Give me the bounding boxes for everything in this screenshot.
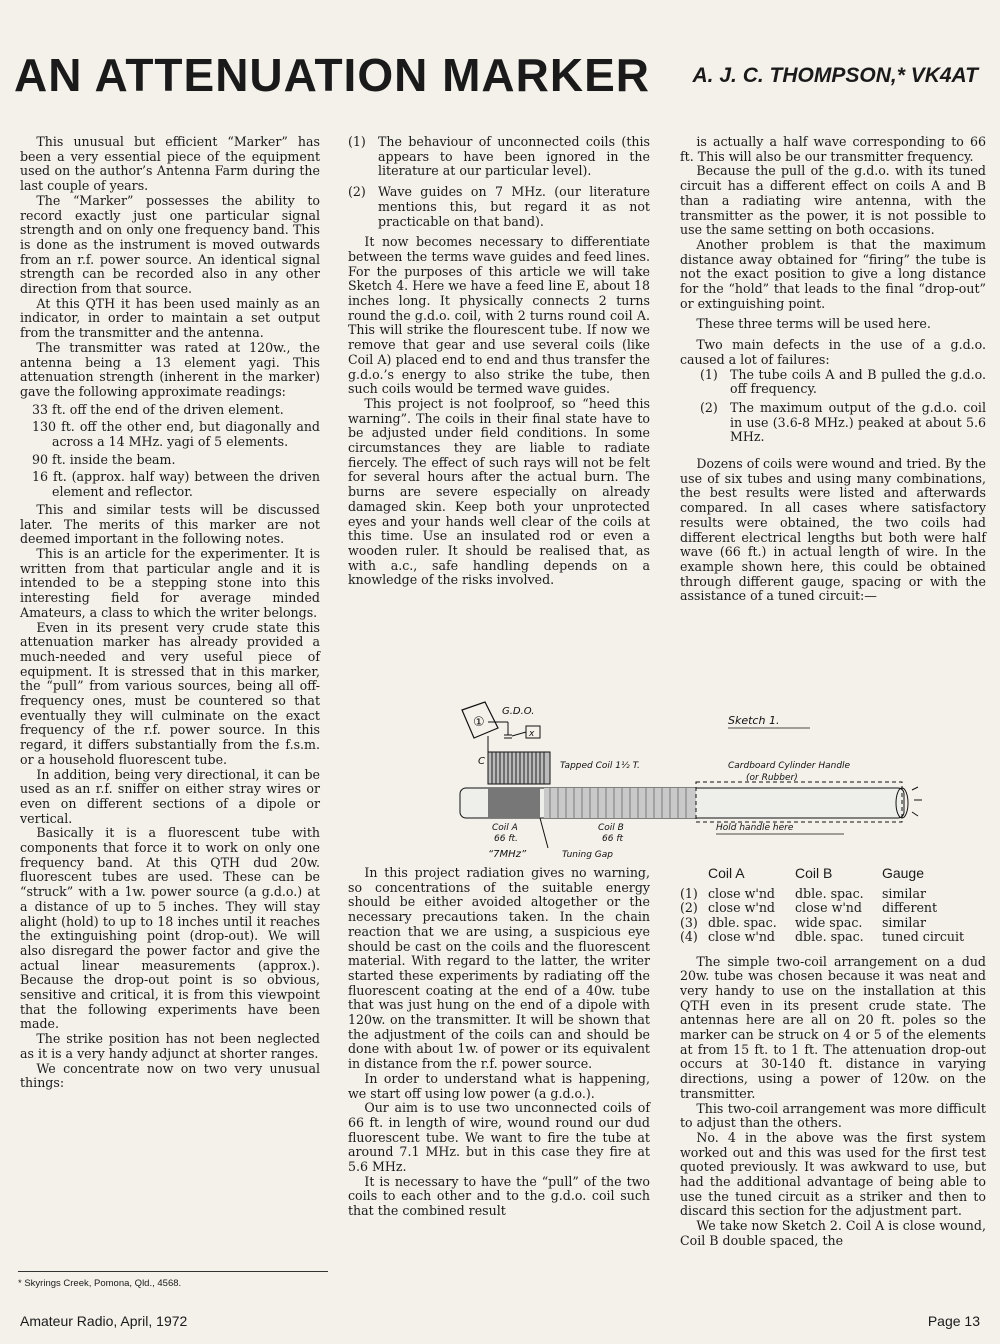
paragraph: is actually a half wave corresponding to 66 ft. This will also be our transmitter frequency. [680, 134, 986, 164]
list-item [700, 368, 986, 397]
paragraph: In this project radiation gives no warning, so concentrations of the suitable energy should be either avoided altogether or the necessary precautions taken. In the chain reaction that we are using, a suspicious eye should be cast on the coils and the fluorescent material. With regard to the latter, the writer started these experiments by radiating off the fluorescent coating at the end of a 40w. tube that was just hung on the end of a dipole with 120w. on the transmitter. It will be shown that the adjustment of the coils can and should be done with about 1w. of power or its equivalent in distance from the r.f. power source. [348, 865, 650, 1072]
paragraph: Even in its present very crude state this attenuation marker has already provided a much-needed and very useful piece of equipment. It is stressed that in this marker, the “pull” from various sources, being all off-frequency ones, must be countered so that eventually they will culminate on the exact frequency of the r.f. power source. In this regard, it differs substantially from the f.s.m. or a household fluorescent tube. [20, 619, 320, 767]
paragraph: Our aim is to use two unconnected coils of 66 ft. in length of wire, wound round our dud fluorescent tube. We want to fire the tube at around 7.1 MHz. but in this case they fire at 5.6 MHz. [348, 1100, 650, 1175]
article-author: A. J. C. THOMPSON,* VK4AT [692, 64, 978, 87]
list-text: Wave guides on 7 MHz. (our literature mentions this, but regard it as not practicable on that band). [378, 184, 650, 229]
paragraph: Dozens of coils were wound and tried. By the use of six tubes and using many combinations, the best results were listed and afterwards compared. In all cases where satisfactory results were obtained, the two coils had different electrical lengths but both were half wave (66 ft.) in actual length of wire. In the example shown here, this could be obtained through different gauge, spacing or with the assistance of a tuned circuit:— [680, 456, 986, 604]
table-cell: close w'nd [708, 885, 775, 901]
paragraph: It now becomes necessary to differentiate between the terms wave guides and feed lines. For the purposes of this article we will take Sketch 4. Here we have a feed line E, about 18 inches long. It physically connects 2 turns round the g.d.o. coil, with 2 turns round coil A. This will strike the flourescent tube. If now we remove that gear and use several coils (like Coil A) placed end to end and thus transfer the g.d.o.’s energy to also strike the tube, then such coils would be termed wave guides. [348, 234, 650, 397]
article-title: AN ATTENUATION MARKER [14, 49, 650, 101]
list-item [700, 401, 986, 445]
paragraph: In addition, being very directional, it can be used as an r.f. sniffer on either stray wires or even on different sections of a dipole or vertical. [20, 766, 320, 826]
paragraph: These three terms will be used here. [696, 316, 931, 332]
paragraph: We take now Sketch 2. Coil A is close wound, Coil B double spaced, the [680, 1218, 986, 1248]
paragraph: The “Marker” possesses the ability to record exactly just one particular signal strength and on only one frequency band. This is done as the instrument is moved outwards from an r.f. power source. An identical signal strength can be recorded also in any other direction from that source. [20, 192, 320, 297]
tapped-coil-label: Tapped Coil 1½ T. [560, 761, 640, 771]
c-label: C [478, 756, 485, 767]
paragraph: At this QTH it has been used mainly as an indicator, in order to maintain a set output from the transmitter and the antenna. [20, 295, 320, 341]
table-cell: different [881, 900, 938, 915]
list-text: The tube coils A and B pulled the g.d.o. off frequency. [730, 366, 986, 397]
reading-item: 16 ft. (approx. half way) between the driven element and reflector. [32, 469, 320, 500]
table-cell: close w'nd [708, 900, 775, 915]
sketch-1-diagram [440, 700, 1000, 860]
footnote: * Skyrings Creek, Pomona, Qld., 4568. [18, 1271, 328, 1289]
table-cell: (1) [680, 885, 698, 901]
table-cell: dble. spac. [708, 914, 777, 930]
table-header: Coil B [794, 865, 833, 881]
gdo-label: G.D.O. [502, 706, 535, 717]
table-cell: similar [881, 914, 926, 930]
column-1 [20, 135, 320, 1091]
paragraph: This is an article for the experimenter. It is written from that particular angle and it is intended to be a stepping stone into this interesting field for average minded Amateurs, a class to which the writer belongs. [20, 545, 320, 620]
list-text: The behaviour of unconnected coils (this appears to have been ignored in the literature at our particular level). [378, 134, 650, 179]
paragraph: We concentrate now on two very unusual things: [20, 1060, 320, 1091]
table-cell: wide spac. [794, 914, 863, 930]
table-row [680, 916, 986, 931]
list-item [348, 185, 650, 229]
list-number: (2) [700, 399, 718, 415]
coil-b-length: 66 ft [602, 834, 624, 844]
list-item [348, 135, 650, 179]
table-cell: tuned circuit [881, 929, 965, 944]
coil-a-label: Coil A [492, 823, 518, 833]
column-2 [348, 135, 650, 588]
footer-publication: Amateur Radio, April, 1972 [20, 1313, 188, 1329]
table-row [680, 930, 986, 945]
sketch-title: Sketch 1. [728, 714, 780, 727]
reading-item: 130 ft. off the other end, but diagonally and across a 14 MHz. yagi of 5 elements. [32, 419, 320, 450]
paragraph: This project is not foolproof, so “heed this warning”. The coils in their final state have to be adjusted under field conditions. In some circumstances they are liable to radiate fiercely. The effect of such rays will not be felt for several hours after the actual burn. The burns are severe especially on already damaged skin. Keep both your unprotected eyes and your hands well clear of the coils at this time. Use an insulated rod or even a wooden ruler. It should be realised that, as with a.c., safe handling depends on a knowledge of the risks involved. [348, 395, 650, 588]
table-cell: (4) [680, 929, 698, 944]
table-cell: dble. spac. [794, 885, 864, 901]
paragraph: This unusual but efficient “Marker” has been a very essential piece of the equipment used on the author’s Antenna Farm during the last couple of years. [20, 134, 320, 194]
table-header: Coil A [708, 865, 745, 881]
table-row [680, 901, 986, 916]
table-row [680, 887, 986, 902]
coil-a-length: 66 ft. [494, 834, 518, 844]
paragraph: Basically it is a fluorescent tube with components that force it to work on only one frequency band. At this QTH dud 20w. fluorescent tubes are used. These can be “struck” with a 1w. power source (a g.d.o.) at a distance of up to 5 inches. They will stay alight (hold) to up to 18 inches until it reaches the extinguishing point (drop-out). We will also disregard the power factor and give the actual linear measurements (approx.). Because the drop-out point is so obvious, sensitive and critical, it is from this viewpoint that the following experiments have been made. [20, 825, 320, 1032]
table-cell: similar [881, 885, 926, 901]
paragraph: This two-coil arrangement was more difficult to adjust than the others. [680, 1100, 986, 1131]
reading-item: 33 ft. off the end of the driven element. [32, 401, 284, 417]
table-cell: dble. spac. [794, 929, 864, 944]
list-number: (1) [700, 366, 718, 382]
reading-item: 90 ft. inside the beam. [32, 451, 176, 467]
paragraph: Two main defects in the use of a g.d.o. caused a lot of failures: [680, 337, 986, 367]
coil-table [680, 866, 986, 945]
column-2-continued [348, 866, 650, 1219]
paragraph: Another problem is that the maximum distance away obtained for “firing” the tube is not the exact position to give a long distance for the “hold” that leads to the final “drop-out” or extinguishing point. [680, 236, 986, 311]
rubber-label: (or Rubber) [746, 773, 798, 783]
paragraph: The transmitter was rated at 120w., the antenna being a 13 element yagi. This attenuation strength (inherent in the marker) gave the following approximate readings: [20, 339, 320, 399]
table-cell: close w'nd [794, 900, 862, 915]
paragraph: This and similar tests will be discussed later. The merits of this marker are not deemed important in the following notes. [20, 501, 320, 547]
handle-label: Cardboard Cylinder Handle [728, 761, 851, 771]
table-header-row [680, 866, 986, 887]
coil-b-label: Coil B [598, 823, 624, 833]
column-3-continued [680, 866, 986, 1249]
hold-label: Hold handle here [716, 823, 794, 833]
coil-b [544, 788, 696, 818]
table-cell: close w'nd [708, 929, 775, 944]
tuning-gap-label: Tuning Gap [562, 850, 613, 860]
paragraph: In order to understand what is happening, we start off using low power (a g.d.o.). [348, 1070, 650, 1101]
paragraph: The simple two-coil arrangement on a dud 20w. tube was chosen because it was neat and very handy to use on the installation at this QTH even in its present crude state. The antennas here are all on 20 ft. poles so the marker can be struck on 4 or 5 of the elements at from 15 ft. to 1 ft. The attenuation drop-out occurs at 30-140 ft. distance in varying directions, using a power of 120w. on the transmitter. [680, 953, 986, 1101]
tapped-coil [488, 752, 550, 784]
coil-a [488, 788, 540, 818]
x-label: x [529, 729, 535, 739]
paragraph: The strike position has not been neglected as it is a very handy adjunct at shorter ranges. [20, 1031, 320, 1061]
list-number: (2) [348, 184, 366, 200]
paragraph: Because the pull of the g.d.o. with its tuned circuit has a different effect on coils A and B than a radiating wire antenna, with the transmitter as the power, it is not possible to use the same setting on both occasions. [680, 163, 986, 238]
table-cell: (3) [680, 914, 698, 930]
paragraph: It is necessary to have the “pull” of the two coils to each other and to the g.d.o. coil such that the combined result [348, 1173, 650, 1219]
list-text: The maximum output of the g.d.o. coil in use (3.6-8 MHz.) peaked at about 5.6 MHz. [730, 399, 986, 445]
frequency-label: “7MHz” [488, 849, 527, 860]
meter-symbol: ① [473, 715, 485, 730]
table-cell: (2) [680, 900, 698, 915]
paragraph: No. 4 in the above was the first system worked out and this was used for the first test quoted previously. It was awkward to use, but had the additional advantage of being able to use the tuned circuit as a striker and then to discard this section for the adjustment part. [680, 1129, 986, 1219]
list-number: (1) [348, 134, 366, 149]
column-3 [680, 135, 986, 604]
table-header: Gauge [881, 865, 925, 881]
footer-page-number: Page 13 [927, 1313, 980, 1329]
